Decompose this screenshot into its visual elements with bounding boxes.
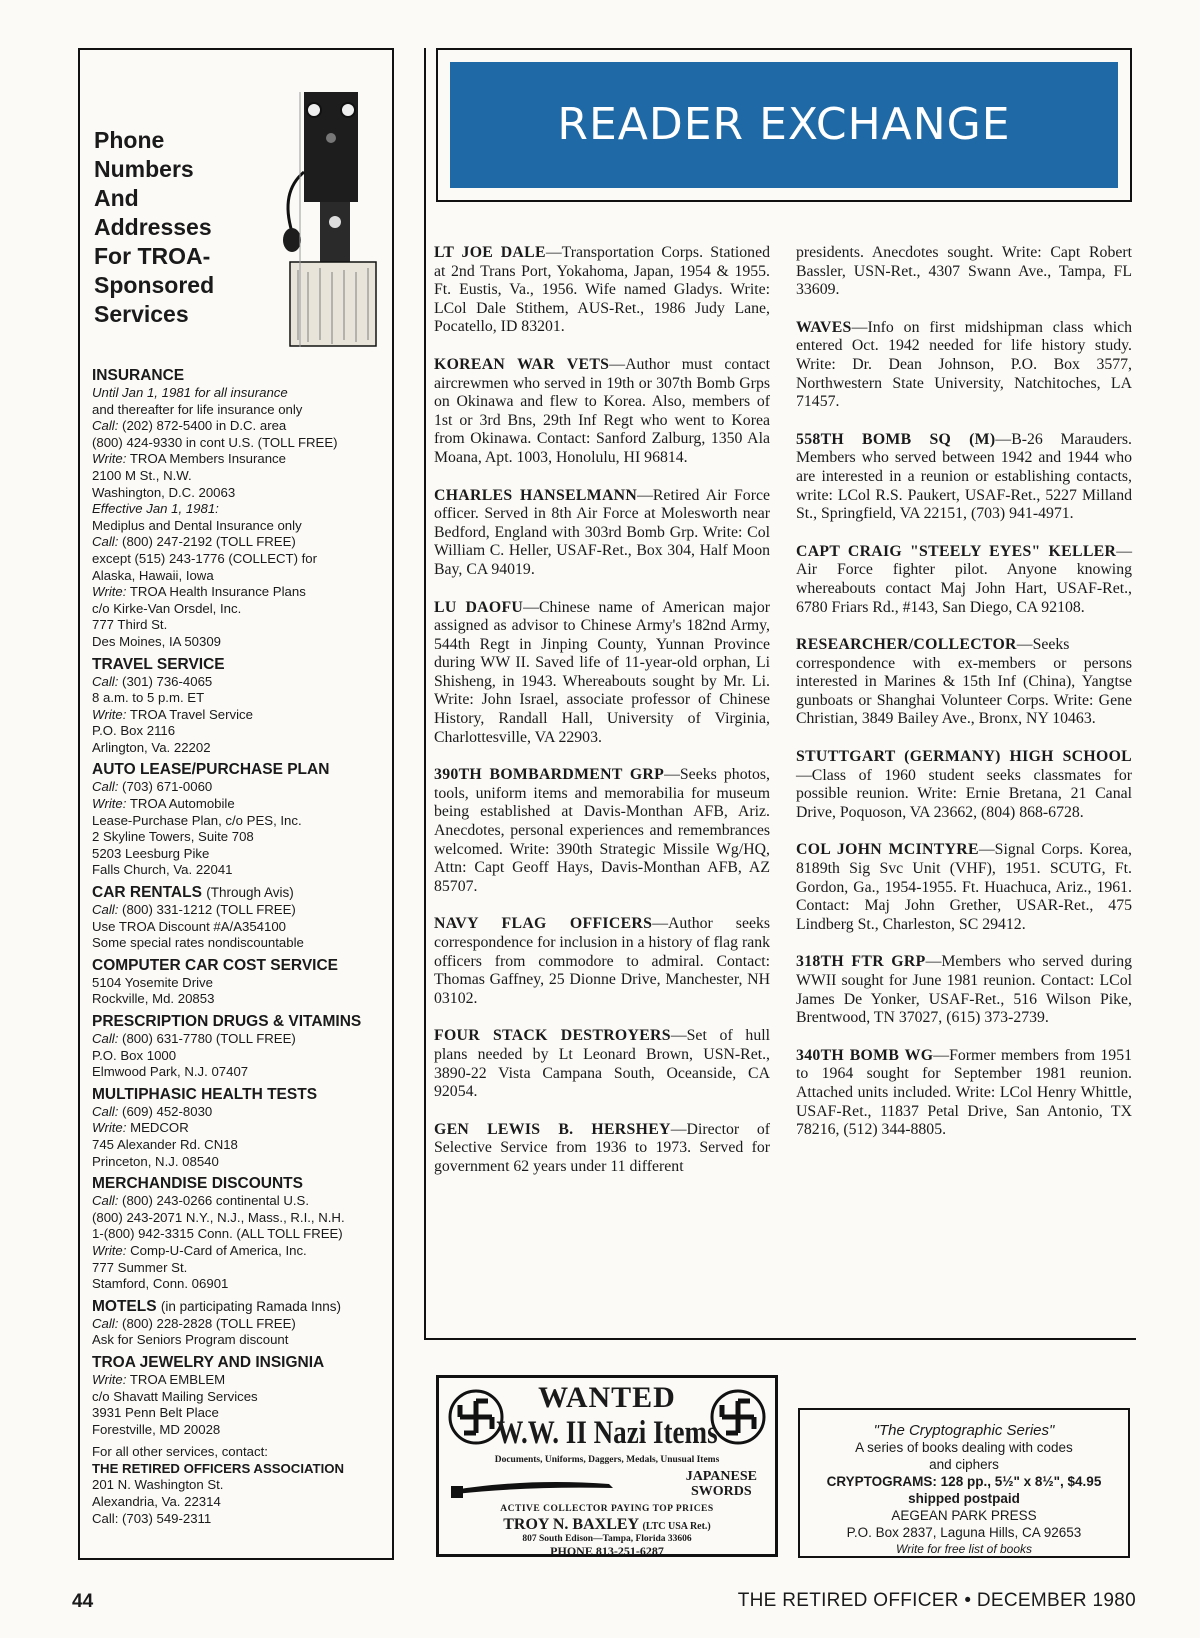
service-line: Elmwood Park, N.J. 07407	[92, 1064, 249, 1080]
service-line: Use TROA Discount #A/A354100	[92, 918, 287, 934]
exchange-entry	[434, 599, 770, 748]
service-line: 777 Third St.	[92, 617, 168, 633]
service-line: 8 a.m. to 5 p.m. ET	[92, 690, 205, 706]
service-line: Mediplus and Dental Insurance only	[92, 517, 302, 533]
other-line: Alexandria, Va. 22314	[92, 1494, 221, 1510]
page-title: READER EXCHANGE	[557, 99, 1011, 150]
services-title-line: Numbers	[94, 156, 194, 182]
service-entry	[92, 1012, 392, 1081]
exchange-entry	[434, 356, 770, 468]
entry-heading: WAVES	[796, 318, 852, 336]
exchange-entry	[434, 244, 770, 337]
entry-heading: NAVY FLAG OFFICERS	[434, 915, 653, 933]
service-line: Write: TROA Automobile	[92, 796, 235, 812]
collector-line: ACTIVE COLLECTOR PAYING TOP PRICES	[500, 1504, 714, 1514]
service-line: 1-(800) 942-3315 Conn. (ALL TOLL FREE)	[92, 1226, 343, 1242]
service-title: MOTELS (in participating Ramada Inns)	[92, 1297, 341, 1315]
service-title: TROA JEWELRY AND INSIGNIA	[92, 1353, 325, 1371]
service-line: Call: (703) 671-0060	[92, 779, 213, 795]
entry-heading: 318TH FTR GRP	[796, 953, 926, 971]
header-banner	[450, 62, 1118, 188]
service-line: 2 Skyline Towers, Suite 708	[92, 829, 254, 845]
service-entry	[92, 760, 392, 879]
header-frame	[436, 48, 1132, 202]
service-line: Alaska, Hawaii, Iowa	[92, 567, 214, 583]
exchange-entry	[434, 1121, 770, 1177]
entry-body: —Chinese name of American major assigned as advisor to Chinese Army's 182nd Army, 544th Regt in Jinping County, Yunnan Province during WW II. Saved life of 11-year-old orphan, Li Shisheng, in 1943. Whereabouts sought by Mr. Li. Write: John Israel, associate professor of Chinese History, Randall Hall, University of Virginia, Charlottesville, VA 22903.	[434, 598, 770, 746]
entry-heading: CAPT CRAIG "STEELY EYES" KELLER	[796, 542, 1117, 560]
service-line: Lease-Purchase Plan, c/o PES, Inc.	[92, 812, 302, 828]
service-line: (800) 424-9330 in cont U.S. (TOLL FREE)	[92, 434, 338, 450]
wanted-nazi-items-ad	[436, 1375, 778, 1557]
other-intro: For all other services, contact:	[92, 1444, 268, 1460]
crypto-shipping: shipped postpaid	[908, 1491, 1020, 1506]
service-line: Some special rates nondiscountable	[92, 935, 304, 951]
service-entry	[92, 883, 392, 952]
service-line: Write: MEDCOR	[92, 1120, 189, 1136]
entry-heading: STUTTGART (GERMANY) HIGH SCHOOL	[796, 748, 1132, 766]
service-line: Stamford, Conn. 06901	[92, 1276, 229, 1292]
service-line: Arlington, Va. 22202	[92, 739, 211, 755]
crypto-publisher: AEGEAN PARK PRESS	[891, 1508, 1037, 1523]
entry-heading: KOREAN WAR VETS	[434, 355, 610, 373]
service-entry	[92, 655, 392, 757]
service-line: Write: Comp-U-Card of America, Inc.	[92, 1242, 307, 1258]
service-line: Write: TROA Travel Service	[92, 706, 253, 722]
crypto-desc-1: A series of books dealing with codes	[855, 1440, 1073, 1455]
exchange-entry	[434, 915, 770, 1008]
services-title-line: And	[94, 185, 139, 211]
exchange-entry	[796, 841, 1132, 934]
service-title: CAR RENTALS (Through Avis)	[92, 884, 294, 902]
wanted-heading: WANTED	[538, 1381, 676, 1414]
service-title: TRAVEL SERVICE	[92, 655, 225, 673]
entry-body: —Director of Selective Service from 1936 to 1973. Served for government 62 years under 11 different	[434, 1120, 770, 1175]
service-line: 3931 Penn Belt Place	[92, 1405, 219, 1421]
exchange-entry	[796, 636, 1132, 729]
entry-body: —Class of 1960 student seeks classmates for possible reunion. Write: Ernie Bretana, 21 Canal Drive, Poquoson, VA 23662, (804) 868-6728.	[796, 766, 1132, 821]
column-divider	[424, 48, 426, 1338]
services-list	[92, 366, 392, 1531]
service-line: Falls Church, Va. 22041	[92, 862, 233, 878]
service-line: Write: TROA EMBLEM	[92, 1371, 226, 1387]
entry-body: —B-26 Marauders. Members who served between 1942 and 1944 who are interested in a reunion or establishing contacts, write: LCol R.S. Paukert, USAF-Ret., 5227 Milland St., Springfield, VA 22151, (703) 941-4971.	[796, 430, 1132, 523]
service-line: Write: TROA Health Insurance Plans	[92, 584, 306, 600]
collector-phone: PHONE 813-251-6287	[550, 1544, 664, 1558]
service-line: P.O. Box 2116	[92, 723, 176, 739]
service-line: Until Jan 1, 1981 for all insurance	[92, 385, 288, 400]
cryptographic-series-ad	[798, 1408, 1130, 1558]
service-entry	[92, 1297, 392, 1349]
publication-footer: THE RETIRED OFFICER • DECEMBER 1980	[737, 1590, 1136, 1611]
entry-heading: RESEARCHER/COLLECTOR	[796, 636, 1017, 654]
exchange-entry	[796, 953, 1132, 1027]
other-line: 201 N. Washington St.	[92, 1477, 224, 1493]
service-line: Washington, D.C. 20063	[92, 484, 236, 500]
services-title	[94, 126, 274, 329]
entry-body: —Transportation Corps. Stationed at 2nd Trans Port, Yokahoma, Japan, 1954 & 1955. Ft. Eustis, Va., 1956. Wife named Gladys. Write: LCol Dale Stithem, AUS-Ret., 1986 Judy Lane, Pocatello, ID 83201.	[434, 244, 770, 336]
collector-name: TROY N. BAXLEY (LTC USA Ret.)	[503, 1516, 711, 1533]
service-line: Call: (800) 243-0266 continental U.S.	[92, 1193, 309, 1209]
service-line: Call: (800) 631-7780 (TOLL FREE)	[92, 1031, 296, 1046]
entry-heading: 340TH BOMB WG	[796, 1046, 934, 1064]
sword-icon	[449, 1472, 619, 1502]
services-title-line: Services	[94, 301, 189, 327]
entry-body: —Seeks photos, tools, uniform items and memorabilia for museum being established at Davis-Monthan AFB, Ariz. Anecdotes, personal experiences and remembrances welcomed. Write: 390th Strategic Missile Wg/HQ, Attn: Capt Geoff Hays, Davis-Monthan AFB, AZ 85707.	[434, 766, 770, 895]
service-line: and thereafter for life insurance only	[92, 401, 303, 417]
entry-body: —Retired Air Force officer. Served in 8th Air Force at Molesworth near Bedford, England with 303rd Bomb Grp. Write: Col William C. Heller, USAF-Ret., Box 304, Half Moon Bay, CA 94019.	[434, 486, 770, 578]
crypto-desc-2: and ciphers	[929, 1457, 999, 1472]
service-entry	[92, 956, 392, 1008]
entry-body: —Author must contact aircrewmen who served in 19th or 307th Bomb Grps on Okinawa and flew to Korea. Also, members of 1st or 3rd Bns, 29th Inf Regt who went to Korea from Okinawa. Contact: Sanford Zalburg, 1350 Ala Moana, Apt. 1003, Honolulu, HI 96814.	[434, 355, 771, 466]
service-line: P.O. Box 1000	[92, 1047, 177, 1063]
entry-body: —Seeks correspondence with ex-members or persons interested in Marines & 15th Inf (China), Yangtse gunboats or Shanghai Volunteer Corps. Write: Gene Christian, 3849 Bailey Ave., Bronx, NY 10463.	[796, 636, 1132, 728]
services-title-line: Phone	[94, 127, 165, 153]
service-line: c/o Shavatt Mailing Services	[92, 1388, 258, 1404]
services-box	[78, 48, 394, 1560]
exchange-entry	[796, 319, 1132, 412]
exchange-entry	[796, 1047, 1132, 1140]
bottom-divider	[424, 1338, 1136, 1340]
service-title: INSURANCE	[92, 367, 185, 384]
entry-body: —Former members from 1951 to 1964 sought for September 1981 reunion. Attached units included. Write: LCol Henry Whittle, USAF-Ret., 11837 Petal Drive, San Antonio, TX 78216, (512) 344-8805.	[796, 1046, 1132, 1139]
entry-body: —Air Force fighter pilot. Anyone knowing whereabouts contact Maj John Hart, USAF-Ret., 6780 Friars Rd., #143, San Diego, CA 92108.	[796, 542, 1132, 616]
service-line: (800) 243-2071 N.Y., N.J., Mass., R.I., N.H.	[92, 1209, 345, 1225]
entry-heading: 390TH BOMBARDMENT GRP	[434, 766, 665, 784]
service-title: COMPUTER CAR COST SERVICE	[92, 956, 339, 974]
service-entry	[92, 366, 392, 651]
reader-exchange-column-b	[796, 244, 1132, 1159]
service-line: Rockville, Md. 20853	[92, 991, 215, 1007]
service-line: Des Moines, IA 50309	[92, 633, 222, 649]
service-line: 5104 Yosemite Drive	[92, 974, 213, 990]
crypto-title: "The Cryptographic Series"	[873, 1422, 1055, 1439]
service-line: except (515) 243-1776 (COLLECT) for	[92, 550, 318, 566]
other-org: THE RETIRED OFFICERS ASSOCIATION	[92, 1460, 345, 1476]
service-line: Effective Jan 1, 1981:	[92, 501, 219, 517]
entry-heading: COL JOHN MCINTYRE	[796, 841, 979, 859]
service-title: PRESCRIPTION DRUGS & VITAMINS	[92, 1013, 362, 1030]
service-line: Write: TROA Members Insurance	[92, 451, 286, 467]
service-line: Ask for Seniors Program discount	[92, 1332, 289, 1348]
service-line: Call: (800) 228-2828 (TOLL FREE)	[92, 1315, 296, 1331]
service-title: MERCHANDISE DISCOUNTS	[92, 1175, 303, 1193]
reader-exchange-column-a	[434, 244, 770, 1196]
other-line: Call: (703) 549-2311	[92, 1510, 212, 1526]
wanted-subheading: W.W. II Nazi Items	[496, 1415, 718, 1451]
japanese-swords-label: JAPANESE SWORDS	[685, 1469, 757, 1499]
entry-body: —Info on first midshipman class which entered Oct. 1942 needed for life history study. Write: Dr. Dean Johnson, P.O. Box 3577, Northwestern State University, Natchitoches, LA 71457.	[796, 318, 1132, 411]
service-line: 5203 Leesburg Pike	[92, 845, 210, 861]
service-line: Forestville, MD 20028	[92, 1421, 221, 1437]
entry-heading: 558TH BOMB SQ (M)	[796, 430, 996, 448]
services-title-line: For TROA-	[94, 243, 211, 269]
entry-heading: LT JOE DALE	[434, 244, 546, 261]
service-line: Princeton, N.J. 08540	[92, 1153, 219, 1169]
entry-body: —Signal Corps. Korea, 8189th Sig Svc Unit (VHF), 1951. SCUTG, Ft. Gordon, Ga., 1954-1955. Ft. Huachuca, Ariz., 1961. Contact: Maj John Grether, USAR-Ret., 475 Lindberg St., Charleston, SC 29412.	[796, 841, 1132, 933]
exchange-entry	[796, 244, 1132, 300]
service-entry	[92, 1174, 392, 1293]
exchange-entry	[796, 543, 1132, 617]
service-line: Call: (800) 331-1212 (TOLL FREE)	[92, 902, 296, 918]
exchange-entry	[434, 766, 770, 896]
service-line: 777 Summer St.	[92, 1259, 188, 1275]
crypto-product: CRYPTOGRAMS: 128 pp., 5½" x 8½", $4.95	[826, 1474, 1102, 1489]
entry-heading: GEN LEWIS B. HERSHEY	[434, 1120, 671, 1138]
entry-body: —Author seeks correspondence for inclusion in a history of flag rank officers from commodore to admiral. Contact: Thomas Gaffney, 25 Dionne Drive, Manchester, NH 03102.	[434, 915, 771, 1007]
service-entry	[92, 1353, 392, 1438]
wanted-items: Documents, Uniforms, Daggers, Medals, Unusual Items	[494, 1455, 720, 1465]
other-services-contact	[92, 1444, 392, 1527]
exchange-entry	[796, 748, 1132, 822]
services-title-line: Sponsored	[94, 272, 215, 298]
exchange-entry	[796, 431, 1132, 524]
service-entry	[92, 1085, 392, 1170]
service-title: AUTO LEASE/PURCHASE PLAN	[92, 761, 330, 779]
collector-address: 807 South Edison—Tampa, Florida 33606	[522, 1534, 692, 1544]
service-line: c/o Kirke-Van Orsdel, Inc.	[92, 600, 242, 616]
service-line: 2100 M St., N.W.	[92, 467, 192, 483]
services-title-line: Addresses	[94, 214, 212, 240]
service-line: Call: (800) 247-2192 (TOLL FREE)	[92, 534, 296, 550]
crypto-note: Write for free list of books	[895, 1542, 1033, 1556]
service-line: 745 Alexander Rd. CN18	[92, 1136, 238, 1152]
entry-body: presidents. Anecdotes sought. Write: Capt Robert Bassler, USN-Ret., 4307 Swann Ave., Tampa, FL 33609.	[796, 244, 1132, 299]
service-line: Call: (609) 452-8030	[92, 1103, 213, 1119]
entry-heading: CHARLES HANSELMANN	[434, 486, 638, 504]
service-line: Call: (301) 736-4065	[92, 673, 213, 689]
page-number: 44	[72, 1591, 94, 1612]
entry-heading: FOUR STACK DESTROYERS	[434, 1027, 671, 1045]
entry-body: —Set of hull plans needed by Lt Leonard Brown, USN-Ret., 3890-22 Vista Campana South, Oceanside, CA 92054.	[434, 1027, 770, 1101]
entry-body: —Members who served during WWII sought for June 1981 reunion. Contact: LCol James De Yonker, USAF-Ret., 516 Wilson Pike, Brentwood, TN 37027, (615) 373-2739.	[796, 953, 1132, 1027]
crypto-address: P.O. Box 2837, Laguna Hills, CA 92653	[846, 1525, 1082, 1540]
exchange-entry	[434, 487, 770, 580]
exchange-entry	[434, 1027, 770, 1101]
service-title: MULTIPHASIC HEALTH TESTS	[92, 1085, 318, 1103]
service-line: Call: (202) 872-5400 in D.C. area	[92, 418, 287, 434]
wall-telephone-illustration	[270, 82, 380, 352]
entry-heading: LU DAOFU	[434, 598, 524, 616]
